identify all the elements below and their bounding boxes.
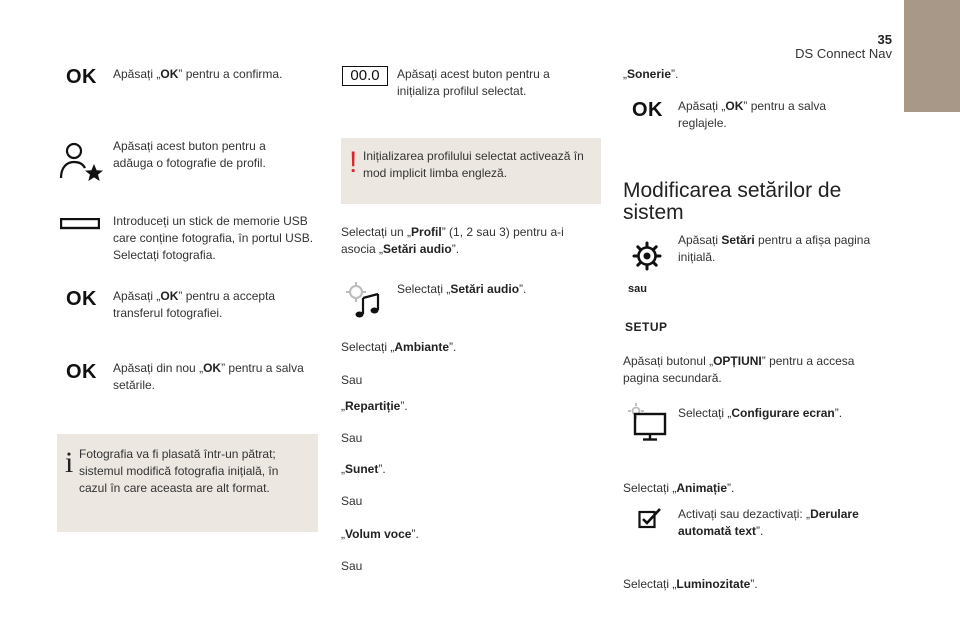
ok-icon: OK xyxy=(632,99,663,121)
ok-icon: OK xyxy=(66,66,97,88)
setup-button-label: SETUP xyxy=(625,320,668,334)
page-number: 35 xyxy=(877,32,892,47)
settings-text: Apăsați Setări pentru a afișa pagina inițială. xyxy=(678,233,871,264)
auto-scroll-text: Activați sau dezactivați: „Derulare automată text”. xyxy=(678,507,859,538)
animation-text: Selectați „Animație”. xyxy=(623,481,735,495)
add-photo-text: Apăsați acest buton pentru a adăuga o fotografie de profil. xyxy=(113,139,266,170)
chapter-tab xyxy=(904,0,960,112)
or-label: sau xyxy=(628,283,647,295)
info-icon: i xyxy=(65,446,74,479)
brightness-text: Selectați „Luminozitate”. xyxy=(623,577,758,591)
section-heading: Modificarea setărilor de sistem xyxy=(623,179,842,224)
add-user-photo-icon xyxy=(58,140,104,182)
voice-volume-text: „Volum voce”. xyxy=(341,527,419,541)
or-text: Sau xyxy=(341,494,363,508)
select-profile-text: Selectați un „Profil” (1, 2 sau 3) pentru a-i asocia „Setări audio”. xyxy=(341,225,564,256)
reset-profile-text: Apăsați acest buton pentru a inițializa profilul selectat. xyxy=(397,67,550,98)
options-text: Apăsați butonul „OPȚIUNI” pentru a accesa pagina secundară. xyxy=(623,354,855,385)
page-title: DS Connect Nav xyxy=(795,46,892,61)
ok-save-settings-text: Apăsați „OK” pentru a salva reglajele. xyxy=(678,99,827,130)
or-text: Sau xyxy=(341,431,363,445)
ok-save-text: Apăsați din nou „OK” pentru a salva setările. xyxy=(113,361,304,392)
or-text: Sau xyxy=(341,559,363,573)
checkbox-checked-icon xyxy=(638,507,662,529)
select-audio-text: Selectați „Setări audio”. xyxy=(397,282,527,296)
info-note-text: Fotografia va fi plasată într-un pătrat; sistemul modifică fotografia inițială, în cazul în care aceasta are alt format. xyxy=(79,447,279,495)
screen-config-icon xyxy=(626,402,670,442)
distribution-text: „Repartiție”. xyxy=(341,399,408,413)
reset-profile-icon: 00.0 xyxy=(342,66,388,86)
ringtone-text: „Sonerie”. xyxy=(623,67,679,81)
warning-icon: ! xyxy=(349,146,358,179)
usb-text: Introduceți un stick de memorie USB care conține fotografia, în portul USB. Selectați fotografia. xyxy=(113,214,314,262)
screen-config-text: Selectați „Configurare ecran”. xyxy=(678,406,843,420)
or-text: Sau xyxy=(341,373,363,387)
ok-icon: OK xyxy=(66,361,97,383)
select-ambiance-text: Selectați „Ambiante”. xyxy=(341,340,457,354)
warning-note-text: Inițializarea profilului selectat activează în mod implicit limba engleză. xyxy=(363,149,584,180)
ok-confirm-text: Apăsați „OK” pentru a confirma. xyxy=(113,67,283,81)
ok-icon: OK xyxy=(66,288,97,310)
ok-accept-text: Apăsați „OK” pentru a accepta transferul fotografiei. xyxy=(113,289,276,320)
sound-text: „Sunet”. xyxy=(341,462,386,476)
warning-note xyxy=(341,138,601,204)
info-note xyxy=(57,434,318,532)
usb-port-icon xyxy=(60,218,100,230)
settings-gear-icon xyxy=(632,241,662,271)
audio-settings-icon xyxy=(344,280,384,320)
